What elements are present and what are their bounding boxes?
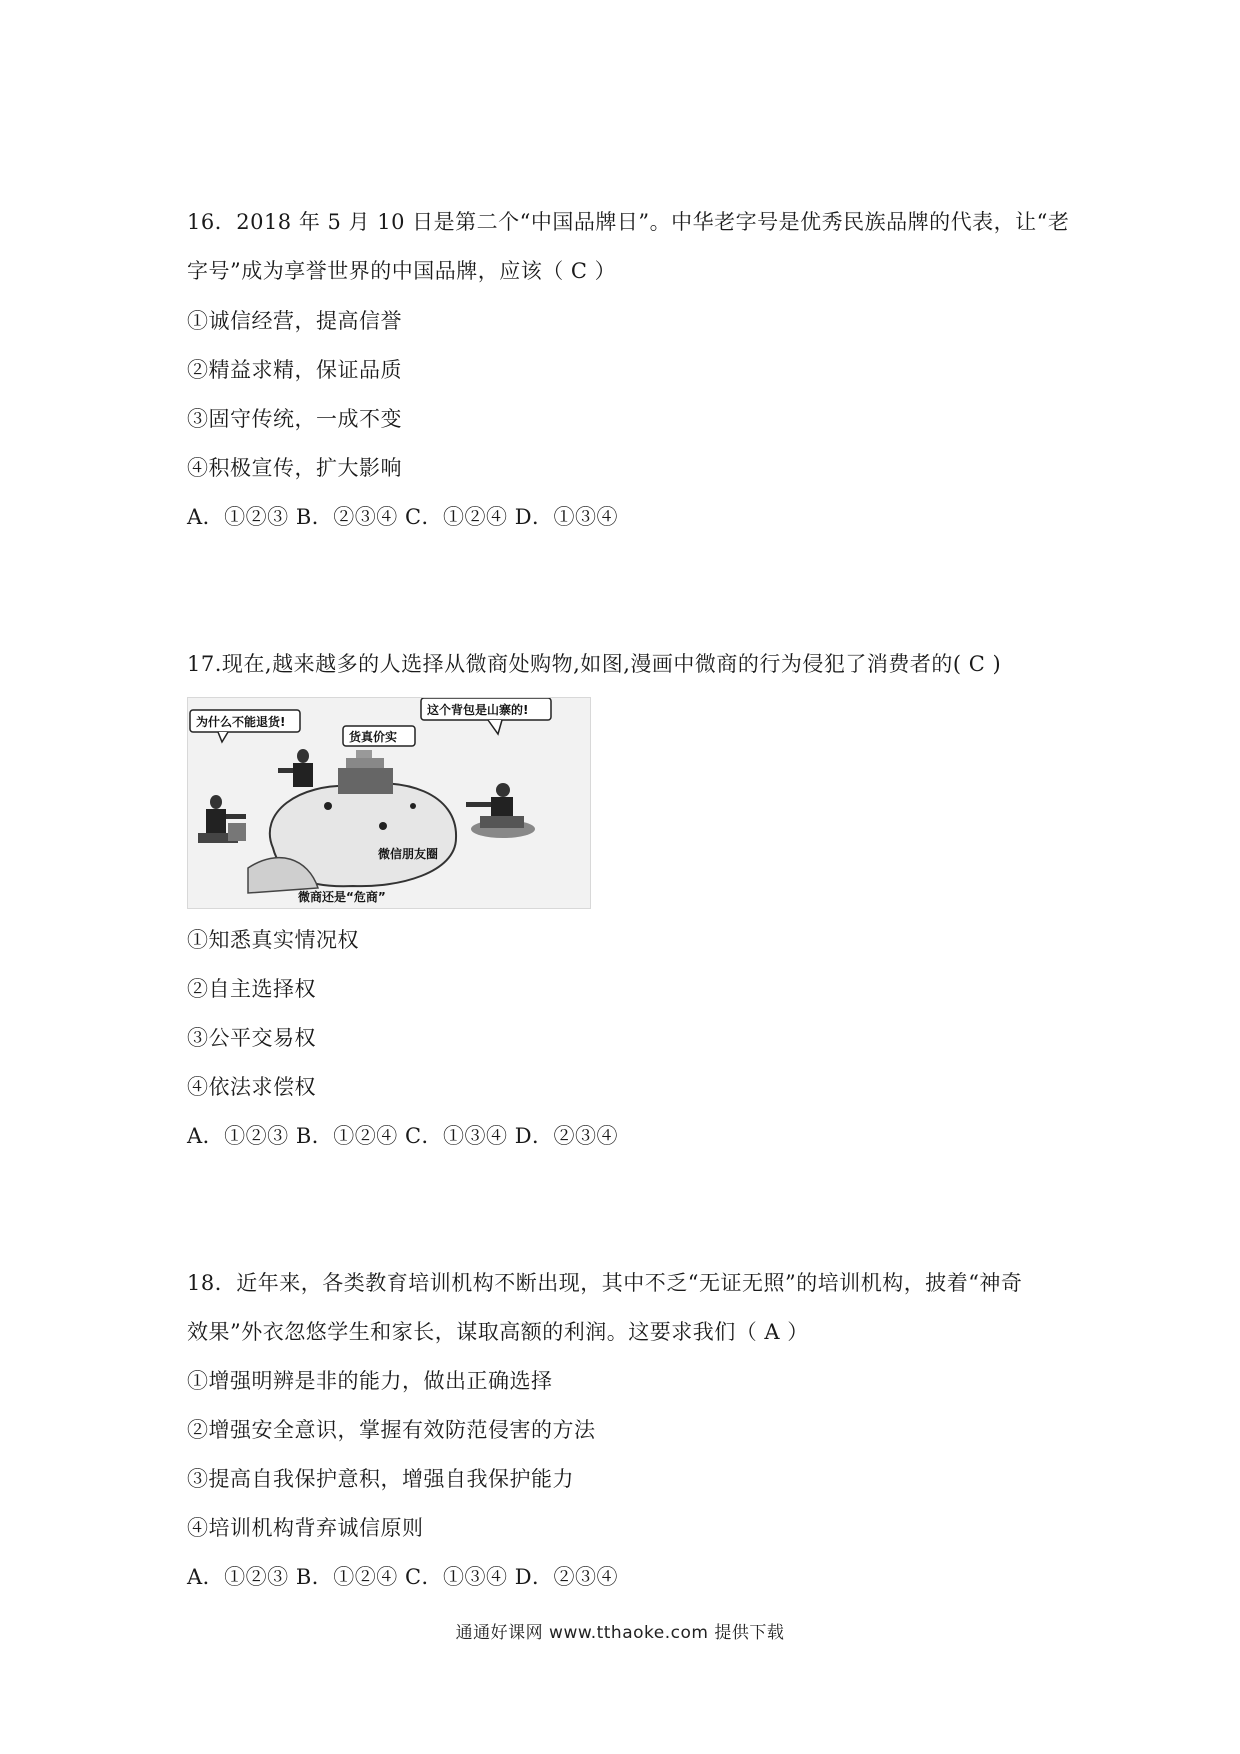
- q17-option-4: ④依法求偿权: [187, 1075, 316, 1099]
- page-footer: 通通好课网 www.tthaoke.com 提供下载: [455, 1623, 785, 1643]
- q16-stem-line1: 16．2018 年 5 月 10 日是第二个“中国品牌日”。中华老字号是优秀民族品牌的代表，让“老: [187, 210, 1070, 234]
- q17-stem-line1: 17.现在,越来越多的人选择从微商处购物,如图,漫画中微商的行为侵犯了消费者的( C ): [187, 652, 1002, 676]
- q16-answer-choices: A．①②③ B．②③④ C．①②④ D．①③④: [187, 505, 619, 529]
- bubble-left-text: 为什么不能退货!: [196, 715, 286, 729]
- q18-option-2: ②增强安全意识，掌握有效防范侵害的方法: [187, 1418, 596, 1442]
- q16-stem-line2: 字号”成为享誉世界的中国品牌，应该（ C ）: [187, 259, 617, 283]
- q17-option-3: ③公平交易权: [187, 1026, 316, 1050]
- q18-answer-choices: A．①②③ B．①②④ C．①③④ D．②③④: [187, 1565, 619, 1589]
- bubble-mid-text: 货真价实: [349, 730, 398, 744]
- q16-option-2: ②精益求精，保证品质: [187, 358, 402, 382]
- q18-stem-line2: 效果”外衣忽悠学生和家长，谋取高额的利润。这要求我们（ A ）: [187, 1320, 809, 1344]
- q18-option-4: ④培训机构背弃诚信原则: [187, 1516, 424, 1540]
- q16-option-3: ③固守传统，一成不变: [187, 407, 402, 431]
- q17-option-2: ②自主选择权: [187, 977, 316, 1001]
- right-customer-figure: [466, 783, 535, 838]
- bubble-right-text: 这个背包是山寨的!: [427, 703, 529, 717]
- q18-option-3: ③提高自我保护意积，增强自我保护能力: [187, 1467, 574, 1491]
- q18-option-1: ①增强明辨是非的能力，做出正确选择: [187, 1369, 553, 1393]
- q16-option-4: ④积极宣传，扩大影响: [187, 456, 402, 480]
- left-customer-figure: [198, 795, 246, 843]
- q17-option-1: ①知悉真实情况权: [187, 928, 359, 952]
- cartoon-caption: 微商还是“危商”: [298, 890, 386, 904]
- q17-answer-choices: A．①②③ B．①②④ C．①③④ D．②③④: [187, 1124, 619, 1148]
- cartoon-figure: [187, 697, 591, 909]
- q16-option-1: ①诚信经营，提高信誉: [187, 309, 402, 333]
- rock-label-text: 微信朋友圈: [378, 847, 439, 861]
- q18-stem-line1: 18．近年来，各类教育培训机构不断出现，其中不乏“无证无照”的培训机构，披着“神奇: [187, 1271, 1023, 1295]
